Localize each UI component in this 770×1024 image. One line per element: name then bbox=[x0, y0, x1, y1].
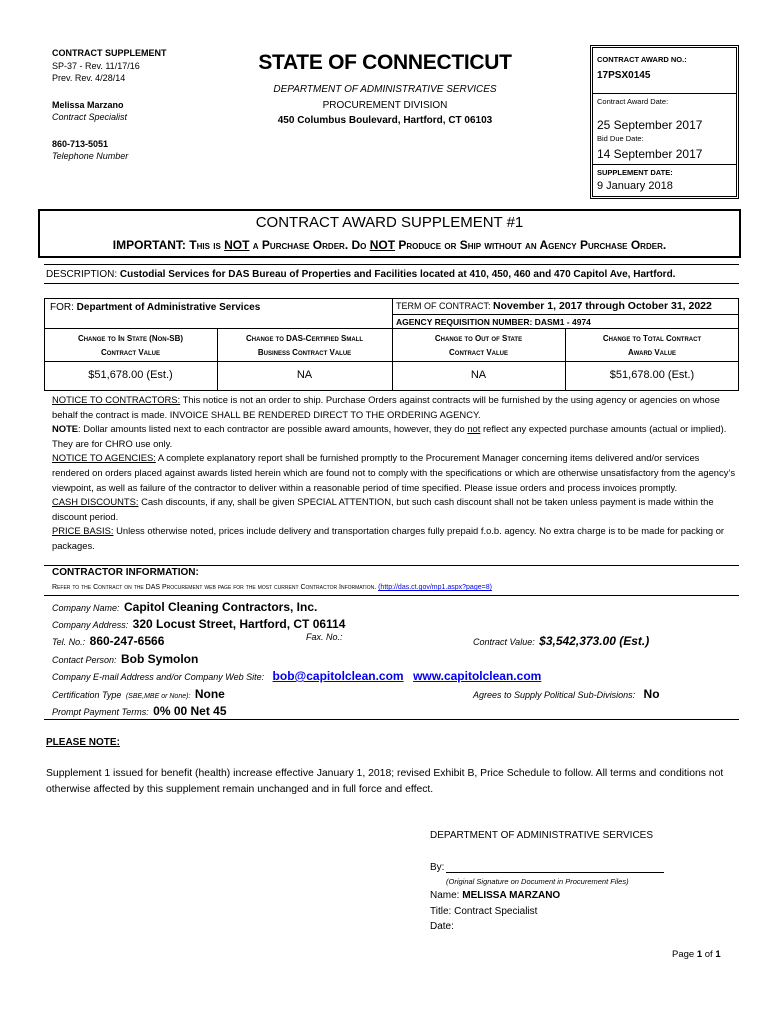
award-no: 17PSX0145 bbox=[597, 70, 651, 81]
division-name: PROCUREMENT DIVISION bbox=[322, 100, 448, 111]
company-address-row: Company Address: 320 Locust Street, Hartford, CT 06114 bbox=[52, 617, 346, 631]
award-date-label: Contract Award Date: bbox=[597, 97, 669, 106]
col-outstate-value: NA bbox=[470, 369, 487, 381]
header-center bbox=[240, 50, 530, 128]
company-name: Capitol Cleaning Contractors, Inc. bbox=[123, 600, 318, 614]
for-row bbox=[50, 302, 260, 313]
for-value: Department of Administrative Services bbox=[76, 302, 261, 313]
dept-address: 450 Columbus Boulevard, Hartford, CT 06103 bbox=[277, 115, 493, 126]
signatory-name: MELISSA MARZANO bbox=[462, 890, 561, 901]
notice-cash-discounts: CASH DISCOUNTS: Cash discounts, if any, shall be given SPECIAL ATTENTION, but such cash discount shall not be taken unless payment is made within the discount period. bbox=[52, 496, 714, 522]
state-title: STATE OF CONNECTICUT bbox=[258, 51, 512, 74]
description-label: DESCRIPTION: bbox=[46, 269, 118, 280]
specialist-role: Contract Specialist bbox=[52, 112, 128, 122]
col-smallbiz-value: NA bbox=[296, 369, 313, 381]
contract-value: $3,542,373.00 (Est.) bbox=[539, 634, 650, 648]
company-address: 320 Locust Street, Hartford, CT 06114 bbox=[132, 617, 346, 631]
award-date: 25 September 2017 bbox=[597, 118, 703, 132]
form-prev-rev: Prev. Rev. 4/28/14 bbox=[52, 73, 126, 83]
signature-line bbox=[446, 872, 664, 873]
original-signature-note: (Original Signature on Document in Procurement Files) bbox=[446, 877, 629, 886]
certification-row: Certification Type (SBE,MBE or None): None bbox=[52, 687, 225, 701]
fax-label: Fax. No.: bbox=[306, 632, 343, 642]
term-row bbox=[396, 300, 712, 312]
col-total-value: $51,678.00 (Est.) bbox=[609, 369, 695, 381]
col-instate-value: $51,678.00 (Est.) bbox=[88, 369, 173, 381]
notice-agencies: NOTICE TO AGENCIES: A complete explanatory report shall be furnished promptly to the Procurement Manager concerning items delivered and/or services rendered on orders placed against awards listed herein which are found not to comply with the specifications or which are otherwise unsatisfactory from the agency’s viewpoint, as well as failure of the contractor to deliver within a reasonable period of time specified. Please issue orders and process invoices promptly. bbox=[52, 452, 736, 493]
requisition-number: AGENCY REQUISITION NUMBER: DASM1 - 4974 bbox=[396, 317, 591, 327]
supplement-date: 9 January 2018 bbox=[597, 180, 673, 192]
banner-important: IMPORTANT: This is NOT a Purchase Order. Do NOT Produce or Ship without an Agency Purchase Order. bbox=[112, 238, 667, 252]
contact-row: Contact Person: Bob Symolon bbox=[52, 652, 199, 666]
header-left bbox=[52, 47, 167, 163]
signature-by: By: bbox=[430, 862, 445, 873]
signature-dept: DEPARTMENT OF ADMINISTRATIVE SERVICES bbox=[430, 830, 654, 841]
description-value: Custodial Services for DAS Bureau of Properties and Facilities located at 410, 450, 460 and 470 Capitol Ave, Hartford. bbox=[119, 269, 676, 280]
phone-label: Telephone Number bbox=[52, 151, 129, 161]
page-number: Page 1 of 1 bbox=[672, 949, 721, 960]
term-value: November 1, 2017 through October 31, 2022 bbox=[493, 300, 712, 312]
col-total-header: Change to Total Contract Award Value bbox=[602, 334, 702, 357]
payment-terms: 0% 00 Net 45 bbox=[153, 704, 227, 718]
notices-section bbox=[52, 393, 736, 554]
col-smallbiz-header: Change to DAS-Certified Small Business Contract Value bbox=[246, 334, 363, 357]
col-outstate-header: Change to Out of State Contract Value bbox=[434, 334, 523, 357]
bid-due-date: 14 September 2017 bbox=[597, 147, 703, 161]
notice-price-basis: PRICE BASIS: Unless otherwise noted, prices include delivery and transportation charges fully prepaid f.o.b. agency. No extra charge is to be made for packing or packages. bbox=[52, 525, 725, 551]
certification-type: None bbox=[194, 687, 225, 701]
contact-person: Bob Symolon bbox=[121, 652, 199, 666]
dept-name: DEPARTMENT OF ADMINISTRATIVE SERVICES bbox=[273, 84, 497, 95]
das-procurement-link[interactable]: (http://das.ct.gov/mp1.aspx?page=8) bbox=[378, 584, 492, 591]
notice-note: NOTE: Dollar amounts listed next to each contractor are possible award amounts, however, they do not reflect any expected purchase amounts (actual or implied). They are for CHRO use only. bbox=[52, 423, 727, 449]
signatory-title: Contract Specialist bbox=[454, 906, 538, 917]
notice-contractors: NOTICE TO CONTRACTORS: This notice is not an order to ship. Purchase Orders against contracts will be furnished by the using agency or agencies on whose behalf the contract is made. INVOICE SHALL BE RENDERED DIRECT TO THE ORDERING AGENCY. bbox=[52, 394, 720, 420]
company-website-link[interactable]: www.capitolclean.com bbox=[413, 669, 542, 683]
signature-name-row: Name: MELISSA MARZANO bbox=[430, 890, 561, 901]
contractor-refer: Refer to the Contract on the DAS Procurement web page for the most current Contractor Information. (http://das.ct.gov/mp1.aspx?page=8) bbox=[52, 584, 492, 591]
term-label: TERM OF CONTRACT: bbox=[396, 301, 491, 311]
col-instate-header: Change to In State (Non-SB) Contract Value bbox=[77, 334, 184, 357]
political-subdivisions: No bbox=[643, 687, 660, 701]
signature-date-label: Date: bbox=[430, 921, 454, 932]
company-tel: 860-247-6566 bbox=[89, 634, 165, 648]
tel-row: Tel. No.: 860-247-6566 bbox=[52, 634, 165, 648]
email-row: Company E-mail Address and/or Company Web Site: bob@capitolclean.com www.capitolclean.com bbox=[52, 669, 542, 683]
contractor-heading: CONTRACTOR INFORMATION: bbox=[52, 567, 199, 578]
bid-due-label: Bid Due Date: bbox=[597, 134, 644, 143]
form-title: CONTRACT SUPPLEMENT bbox=[52, 48, 167, 58]
banner-title: CONTRACT AWARD SUPPLEMENT #1 bbox=[255, 214, 524, 231]
form-rev: SP-37 - Rev. 11/17/16 bbox=[52, 60, 140, 71]
contract-value-row: Contract Value: $3,542,373.00 (Est.) bbox=[473, 634, 650, 648]
political-row: Agrees to Supply Political Sub-Divisions: No bbox=[473, 687, 660, 701]
please-note-text: Supplement 1 issued for benefit (health) increase effective January 1, 2018; revised Exhibit B, Price Schedule to follow. All terms and conditions not otherwise affected by this supplement remain unchanged and in full force and effect. bbox=[46, 768, 724, 795]
description-row bbox=[46, 268, 739, 282]
please-note-heading: PLEASE NOTE: bbox=[46, 737, 120, 748]
company-email-link[interactable]: bob@capitolclean.com bbox=[272, 669, 404, 683]
specialist-name: Melissa Marzano bbox=[52, 99, 124, 110]
award-no-label: CONTRACT AWARD NO.: bbox=[597, 55, 687, 64]
signature-title-row: Title: Contract Specialist bbox=[430, 906, 538, 917]
for-label: FOR: bbox=[50, 302, 74, 313]
payment-row: Prompt Payment Terms: 0% 00 Net 45 bbox=[52, 704, 227, 718]
specialist-phone: 860-713-5051 bbox=[52, 138, 109, 149]
supplement-date-label: SUPPLEMENT DATE: bbox=[597, 168, 673, 177]
company-name-row: Company Name: Capitol Cleaning Contractors, Inc. bbox=[52, 600, 318, 614]
